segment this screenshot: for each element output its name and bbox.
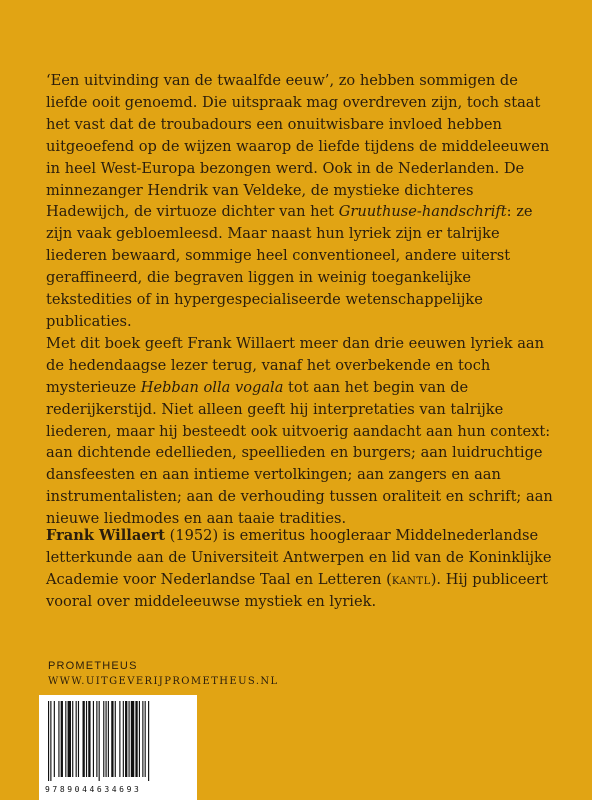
barcode-bar — [58, 701, 59, 777]
barcode-bar — [111, 701, 113, 777]
barcode-bar — [115, 701, 116, 777]
blurb-text: tot aan het begin van de rederijkerstijd. Niet alleen geeft hij interpretaties van talrijke liederen, maar hij besteedt ook uitvoerig aandacht aan hun context: aan dichtende edellieden, speellieden en burgers; aan luidruchtige dansfeesten en aan intieme vertolkingen; aan zangers en aan instrumentalisten; aan de verhouding tussen oraliteit en schrift; aan nieuwe liedmodes en aan taaie tradities. — [46, 378, 553, 528]
barcode-bar — [119, 701, 120, 777]
barcode-bar — [129, 701, 130, 777]
barcode-bar — [50, 701, 51, 781]
barcode-bar — [99, 701, 100, 781]
barcode-bar — [103, 701, 104, 777]
bio-text: ). Hij publiceert vooral over middeleeuwse mystiek en lyriek. — [46, 570, 548, 610]
barcode-bar — [48, 701, 49, 781]
barcode-bar — [131, 701, 134, 777]
blurb-italic-title: Gruuthuse-handschrift — [338, 203, 507, 221]
isbn-number: 9789044634693 — [45, 785, 142, 794]
author-name: Frank Willaert — [46, 527, 165, 544]
barcode-bar — [108, 701, 109, 777]
barcode-bar — [123, 701, 124, 777]
barcode-bar — [86, 701, 87, 777]
barcode-bar — [106, 701, 107, 777]
barcode-bar — [148, 701, 149, 781]
bio-abbreviation: kantl — [391, 570, 431, 588]
blurb-text: : ze zijn vaak gebloemleesd. Maar naast hun lyriek zijn er talrijke liederen bewaard, sommige heel conventioneel, andere uiterst geraffineerd, die begraven liggen in weinig toegankelijke tekstedities of in hypergespecialiseerde wetenschappelijke publicaties. — [46, 203, 533, 330]
barcode-bars — [46, 701, 190, 781]
barcode-bar — [65, 701, 66, 777]
blurb — [46, 70, 558, 530]
barcode-bar — [93, 701, 94, 777]
blurb-italic-title: Hebban olla vogala — [140, 378, 284, 396]
bio-text: (1952) is emeritus hoogleraar Middelnederlandse letterkunde aan de Universiteit Antwerpen en lid van de Koninklijke Academie voor Nederlandse Taal en Letteren ( — [46, 527, 552, 588]
barcode-bar — [125, 701, 127, 777]
blurb-paragraph-1 — [46, 70, 558, 333]
barcode-bar — [88, 701, 90, 777]
blurb-text: Met dit boek geeft Frank Willaert meer dan drie eeuwen lyriek aan de hedendaagse lezer terug, vanaf het overbekende en toch mysterieuze — [46, 334, 544, 396]
barcode-bar — [142, 701, 143, 777]
barcode — [39, 695, 197, 800]
barcode-bar — [61, 701, 63, 777]
author-bio — [46, 525, 558, 613]
blurb-paragraph-2 — [46, 333, 558, 530]
barcode-bar — [139, 701, 140, 777]
barcode-bar — [54, 701, 55, 777]
publisher-url: WWW.UITGEVERIJPROMETHEUS.NL — [48, 676, 279, 687]
barcode-bar — [78, 701, 79, 777]
publisher-logo: PROMETHEUS — [48, 660, 138, 672]
blurb-text: ‘Een uitvinding van de twaalfde eeuw’, zo hebben sommigen de liefde ooit genoemd. Die uitspraak mag overdreven zijn, toch staat het vast dat de troubadours een onuitwisbare invloed hebben uitgeoefend op de wijzen waarop de liefde tijdens de middeleeuwen in heel West-Europa bezongen werd. Ook in de Nederlanden. De minnezanger Hendrik van Veldeke, de mystieke dichteres Hadewijch, de virtuoze dichter van het — [46, 72, 550, 221]
barcode-bar — [145, 701, 146, 777]
barcode-bar — [96, 701, 97, 777]
barcode-bar — [76, 701, 77, 777]
author-bio-paragraph — [46, 525, 558, 613]
barcode-bar — [68, 701, 71, 777]
barcode-bar — [83, 701, 85, 777]
barcode-bar — [135, 701, 137, 777]
barcode-bar — [72, 701, 73, 777]
